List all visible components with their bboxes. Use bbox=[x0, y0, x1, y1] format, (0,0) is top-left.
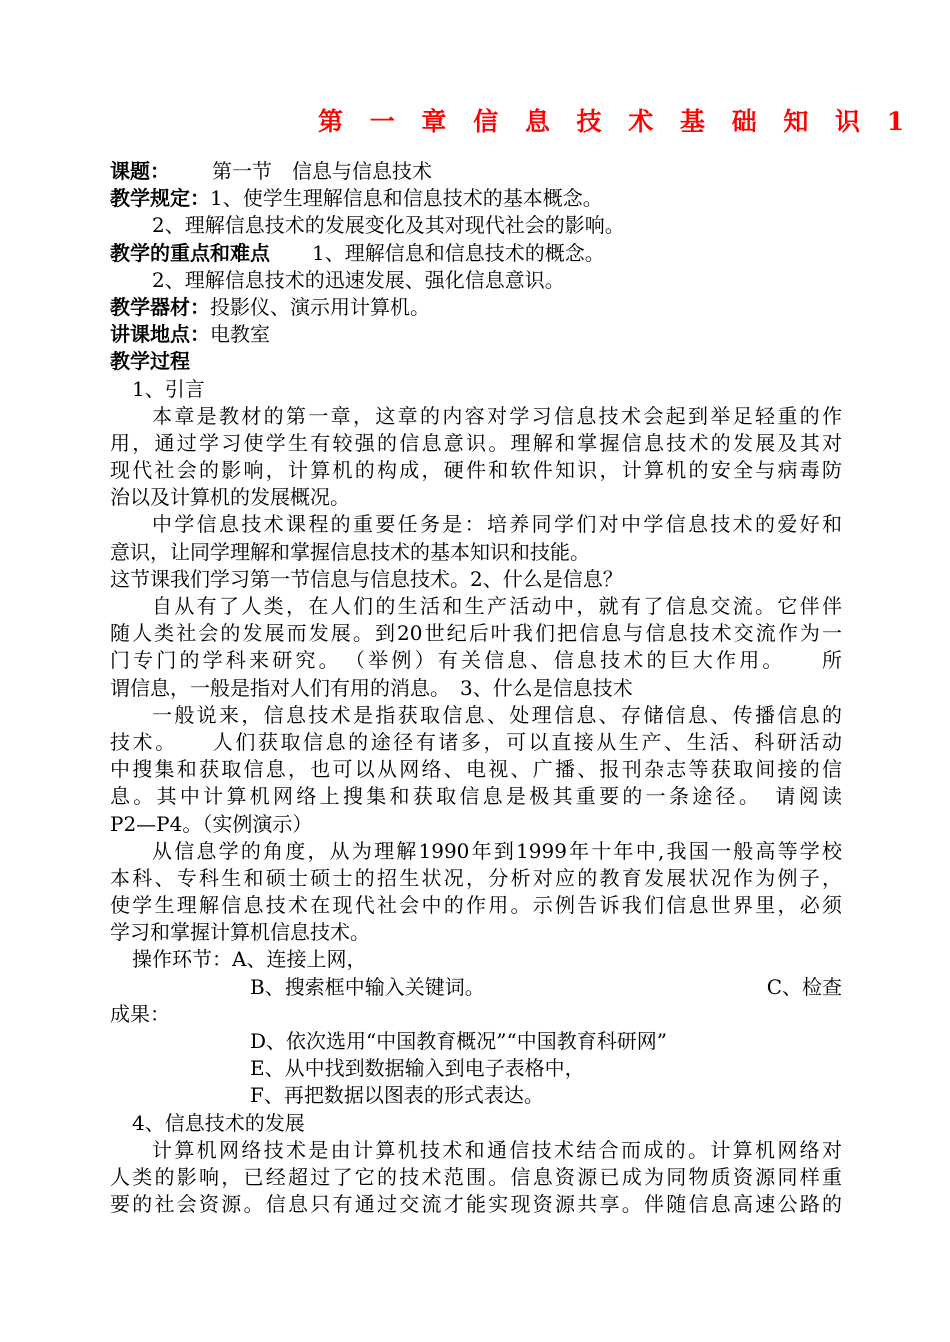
topic-label: 课题： bbox=[110, 159, 170, 183]
paragraph-line: 一般说来，信息技术是指获取信息、处理信息、存储信息、传播信息的 bbox=[152, 702, 842, 727]
paragraph-line: 从信息学的角度，从为理解1990年到1999年十年中,我国一般高等学校 bbox=[152, 838, 842, 863]
paragraph-line: 人类的影响，已经超过了它的技术范围。信息资源已成为同物质资源同样重 bbox=[110, 1164, 842, 1189]
paragraph-line: 这节课我们学习第一节信息与信息技术。2、什么是信息？ bbox=[110, 566, 623, 591]
paragraph-line: 中搜集和获取信息，也可以从网络、电视、广播、报刊杂志等获取间接的信 bbox=[110, 757, 842, 782]
operation-label: 操作环节： bbox=[132, 947, 232, 972]
operation-step-a: 操作环节：A、连接上网， bbox=[132, 947, 367, 972]
requirements-label: 教学规定： bbox=[110, 186, 210, 211]
paragraph-line: 用，通过学习使学生有较强的信息意识。理解和掌握信息技术的发展及其对 bbox=[110, 430, 842, 455]
operation-step-c: C、检查 bbox=[766, 974, 842, 999]
process-heading: 教学过程 bbox=[110, 349, 190, 374]
operation-step-f: F、再把数据以图表的形式表达。 bbox=[250, 1083, 544, 1108]
paragraph-line: 意识，让同学理解和掌握信息技术的基本知识和技能。 bbox=[110, 539, 590, 564]
place-value: 电教室 bbox=[210, 322, 270, 347]
paragraph-line: 息。其中计算机网络上搜集和获取信息是极其重要的一条途径。 请阅读 bbox=[110, 784, 842, 809]
topic-line bbox=[110, 158, 842, 185]
topic-value: 第一节 信息与信息技术 bbox=[212, 159, 432, 183]
paragraph-line: 治以及计算机的发展概况。 bbox=[110, 485, 350, 510]
requirement-1: 1、使学生理解信息和信息技术的基本概念。 bbox=[210, 186, 603, 211]
key-point-2: 2、理解信息技术的迅速发展、强化信息意识。 bbox=[152, 267, 565, 292]
requirements-line bbox=[110, 185, 842, 212]
equipment-value: 投影仪、演示用计算机。 bbox=[210, 294, 430, 319]
operation-step-b: B、搜索框中输入关键词。 C、检查 bbox=[110, 974, 842, 1001]
operation-step-e: E、从中找到数据输入到电子表格中， bbox=[250, 1056, 585, 1081]
operation-step-c-cont: 成果： bbox=[110, 1001, 170, 1026]
paragraph-line: 计算机网络技术是由计算机技术和通信技术结合而成的。计算机网络对 bbox=[152, 1137, 842, 1162]
paragraph-line: 自从有了人类，在人们的生活和生产活动中，就有了信息交流。它伴伴 bbox=[152, 594, 842, 618]
paragraph-line: 技术。 人们获取信息的途径有诸多，可以直接从生产、生活、科研活动 bbox=[110, 729, 842, 754]
section-1-heading: 1、引言 bbox=[132, 376, 205, 401]
paragraph-line: 本章是教材的第一章，这章的内容对学习信息技术会起到举足轻重的作 bbox=[152, 403, 842, 428]
paragraph-line: 使学生理解信息技术在现代社会中的作用。示例告诉我们信息世界里，必须 bbox=[110, 893, 842, 918]
chapter-title: 第 一 章 信 息 技 术 基 础 知 识 1 bbox=[318, 107, 914, 136]
document-body bbox=[110, 158, 842, 1218]
place-line bbox=[110, 321, 842, 348]
key-points-line bbox=[110, 240, 842, 267]
paragraph-line: 随人类社会的发展而发展。到20世纪后叶我们把信息与信息技术交流作为一 bbox=[110, 621, 842, 646]
section-4-heading: 4、信息技术的发展 bbox=[132, 1110, 305, 1135]
paragraph-line: 学习和掌握计算机信息技术。 bbox=[110, 920, 370, 945]
equipment-line bbox=[110, 294, 842, 321]
paragraph-line: 现代社会的影响，计算机的构成，硬件和软件知识，计算机的安全与病毒防 bbox=[110, 458, 842, 483]
paragraph-line: 门专门的学科来研究。 （举例）有关信息、信息技术的巨大作用。 所 bbox=[110, 648, 842, 673]
key-points-label: 教学的重点和难点 bbox=[110, 240, 270, 265]
operation-step-d: D、依次选用“中国教育概况”“中国教育科研网” bbox=[250, 1029, 667, 1053]
paragraph-line: 本科、专科生和硕士硕士的招生状况，分析对应的教育发展状况作为例子， bbox=[110, 865, 842, 890]
place-label: 讲课地点： bbox=[110, 322, 210, 347]
equipment-label: 教学器材： bbox=[110, 294, 210, 319]
key-point-1: 1、理解信息和信息技术的概念。 bbox=[312, 240, 605, 265]
requirement-2: 2、理解信息技术的发展变化及其对现代社会的影响。 bbox=[152, 213, 625, 238]
paragraph-line: 要的社会资源。信息只有通过交流才能实现资源共享。伴随信息高速公路的 bbox=[110, 1192, 842, 1217]
paragraph-line: 中学信息技术课程的重要任务是：培养同学们对中学信息技术的爱好和 bbox=[152, 512, 842, 537]
paragraph-line: P2—P4。（实例演示） bbox=[110, 811, 313, 836]
paragraph-line: 谓信息，一般是指对人们有用的消息。 3、什么是信息技术 bbox=[110, 675, 633, 700]
